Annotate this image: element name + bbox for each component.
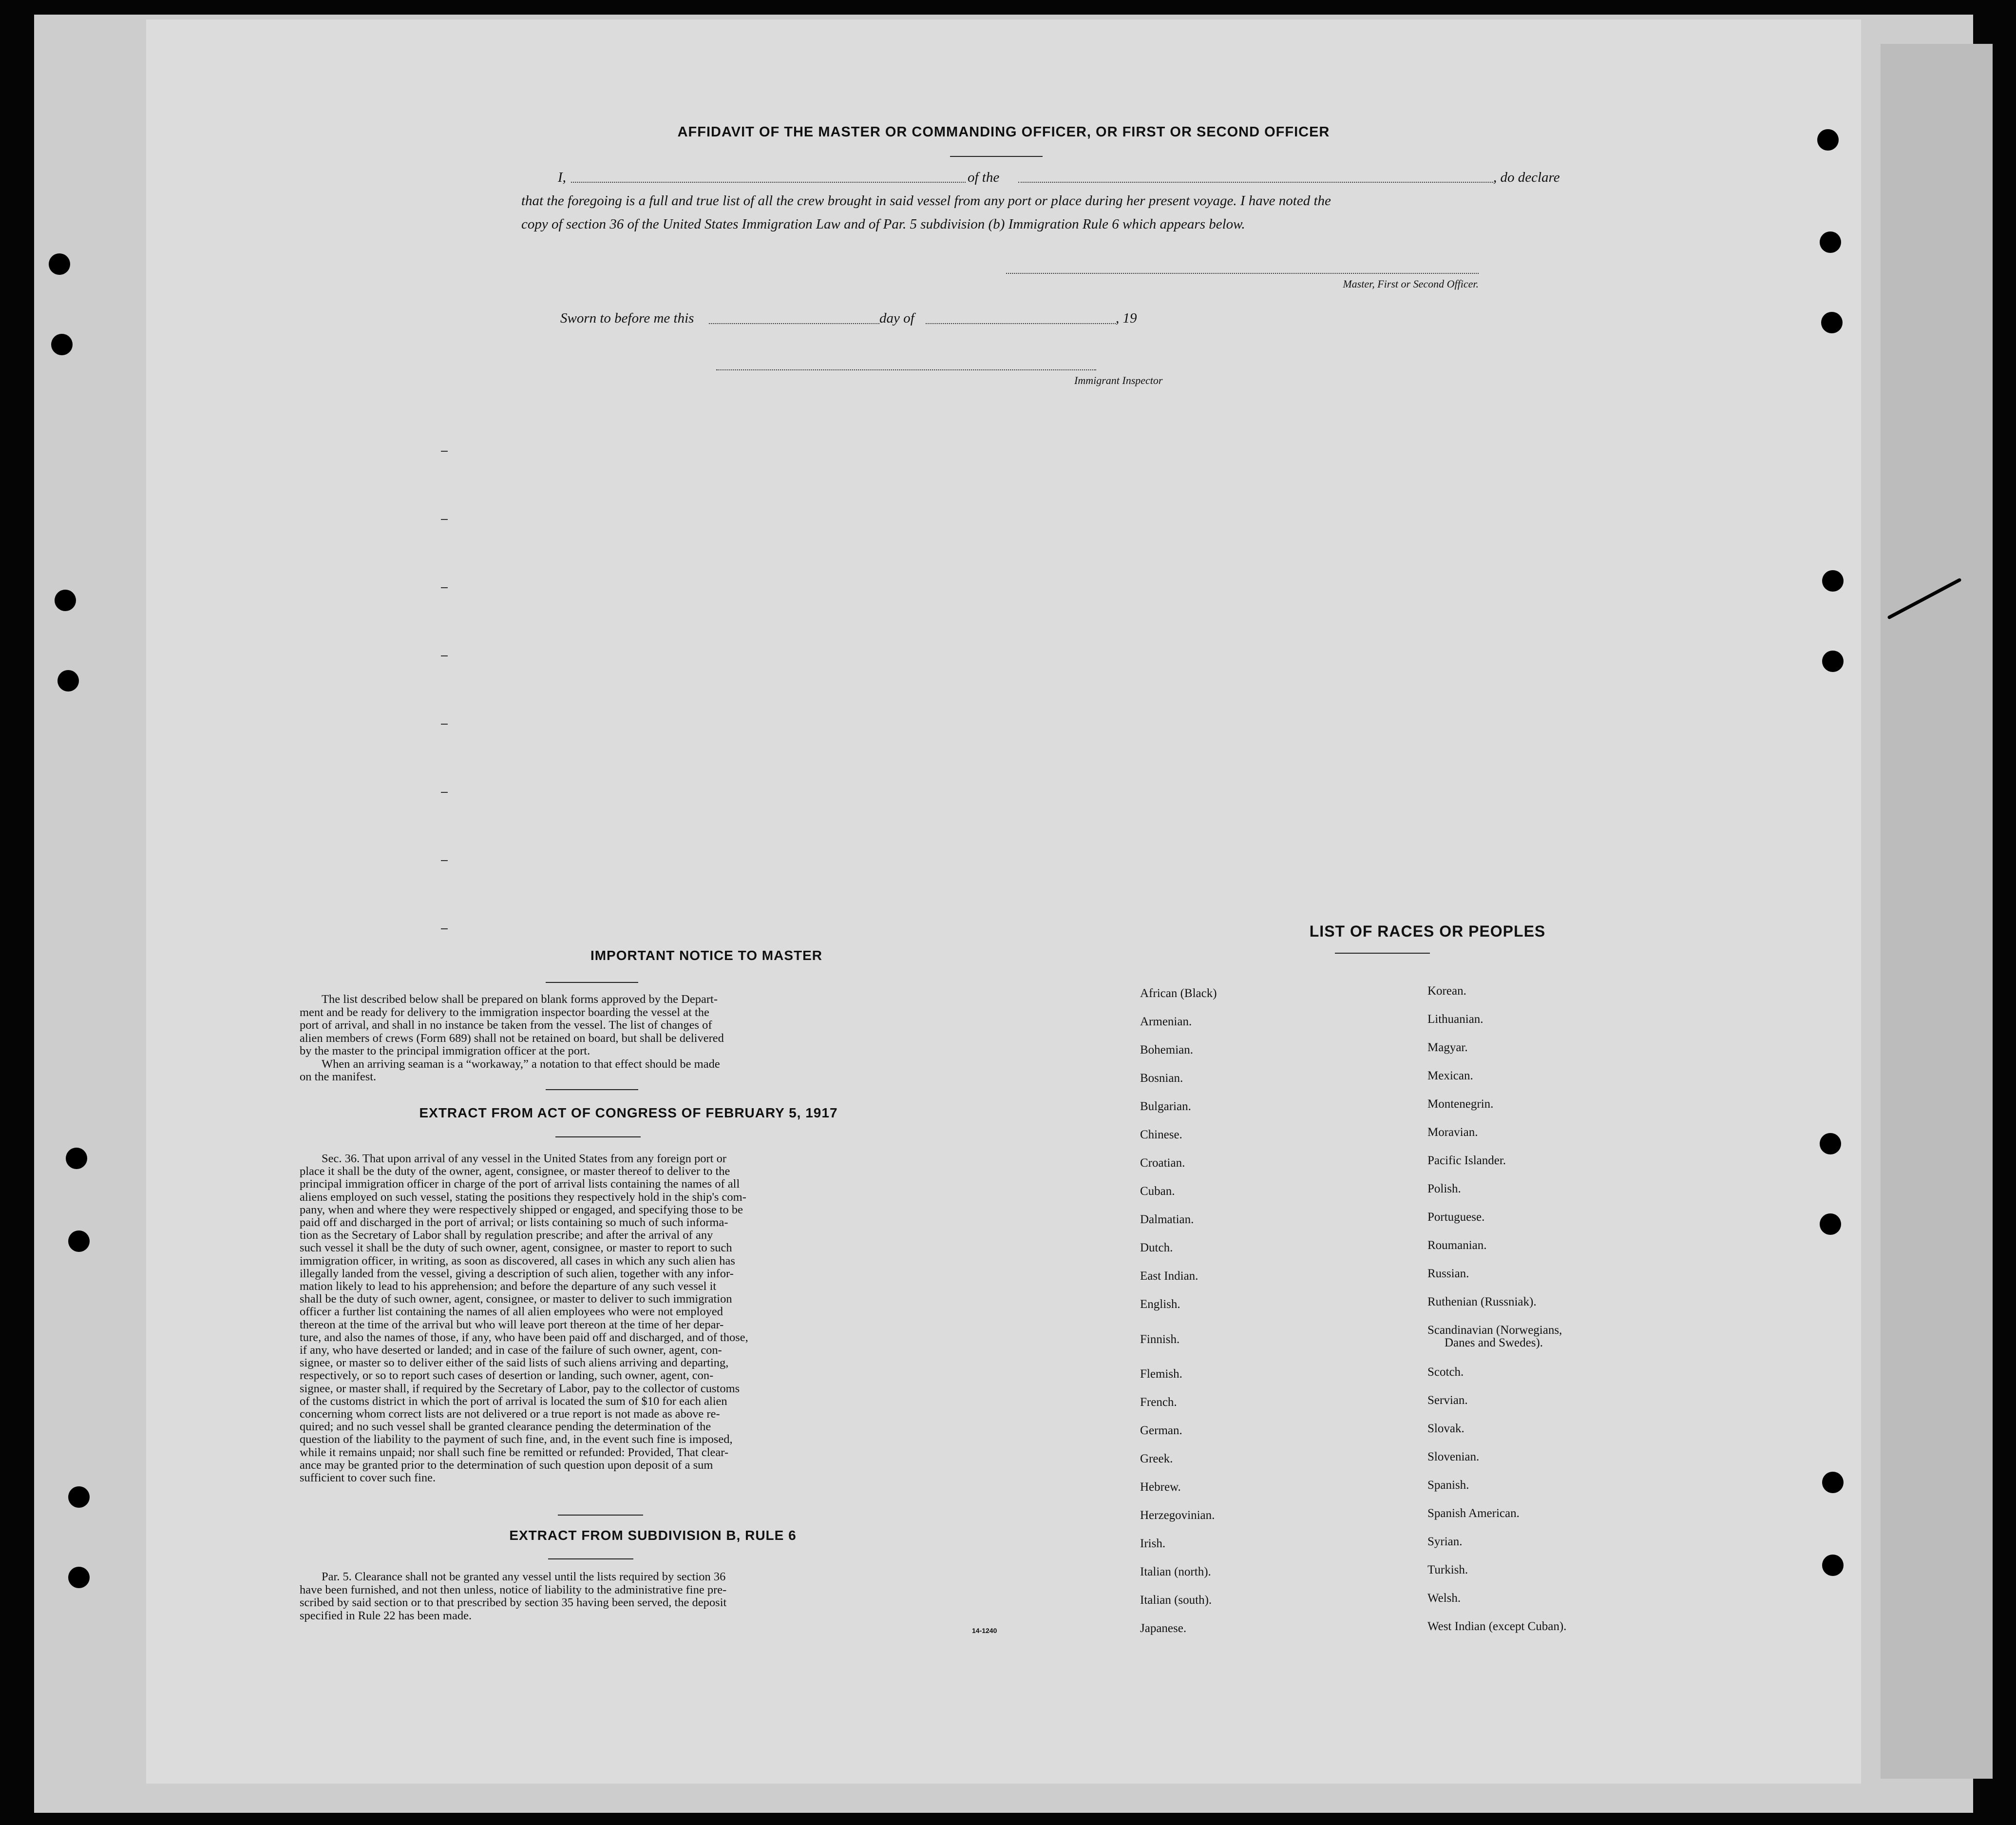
race-item: Finnish. — [1140, 1333, 1180, 1346]
rule-text: Par. 5. Clearance shall not be granted any vessel until the lists required by section 36 have been furnished, and not then unless, notice of liability to the administrative fine pre- scribed by said section or to that prescribed by section 35 having been served, the deposit specified in Rule 22 has been made. — [300, 1570, 727, 1622]
races-title: LIST OF RACES OR PEOPLES — [1309, 922, 1546, 940]
binder-hole — [68, 1230, 90, 1252]
name-blank — [571, 182, 966, 183]
race-item: Moravian. — [1427, 1126, 1478, 1139]
sworn-date-blank — [709, 323, 879, 324]
binder-hole — [57, 670, 79, 692]
inspector-signature-blank — [716, 369, 1096, 370]
binder-hole — [55, 590, 76, 611]
manifest-page — [146, 19, 1861, 1784]
affidavit-title: AFFIDAVIT OF THE MASTER OR COMMANDING OFFICER, OR FIRST OR SECOND OFFICER — [677, 124, 1330, 140]
race-item: Herzegovinian. — [1140, 1509, 1215, 1522]
master-caption: Master, First or Second Officer. — [1343, 278, 1479, 290]
race-item: Mexican. — [1427, 1069, 1473, 1082]
race-item: Welsh. — [1427, 1592, 1461, 1605]
race-item: French. — [1140, 1396, 1177, 1409]
race-item: Bosnian. — [1140, 1072, 1183, 1085]
race-item: Italian (south). — [1140, 1594, 1212, 1607]
race-item: East Indian. — [1140, 1269, 1198, 1283]
binder-hole — [1822, 1555, 1844, 1576]
margin-tick — [441, 655, 448, 656]
race-item: Pacific Islander. — [1427, 1154, 1506, 1167]
affidavit-declare-label: , do declare — [1493, 170, 1560, 185]
act-end-rule — [558, 1515, 643, 1516]
margin-tick — [441, 451, 448, 452]
race-item: Greek. — [1140, 1452, 1173, 1465]
binder-hole — [51, 334, 73, 355]
race-item: Lithuanian. — [1427, 1013, 1483, 1026]
rule-title: EXTRACT FROM SUBDIVISION B, RULE 6 — [509, 1528, 797, 1543]
notice-end-rule — [546, 1089, 638, 1090]
margin-tick — [441, 587, 448, 588]
binder-hole — [1820, 231, 1841, 253]
race-item: Turkish. — [1427, 1563, 1468, 1576]
notice-text: The list described below shall be prepared on blank forms approved by the Depart- ment and be ready for delivery to the immigration inspector boarding the vessel at the port of arrival, and shall in no instance be taken from the vessel. The list of changes of alien members of crews (Form 689) shall not be retained on board, but shall be delivered by the master to the principal immigration officer at the port. When an arriving seaman is a “workaway,” a notation to that effect should be made on the manifest. — [300, 993, 724, 1083]
race-item: African (Black) — [1140, 987, 1217, 1000]
binder-hole — [68, 1567, 90, 1588]
race-item: Korean. — [1427, 984, 1466, 998]
notice-title: IMPORTANT NOTICE TO MASTER — [590, 948, 823, 963]
vessel-blank — [1018, 182, 1493, 183]
race-item: Hebrew. — [1140, 1480, 1181, 1494]
race-item: Servian. — [1427, 1394, 1468, 1407]
sworn-prefix: Sworn to before me this — [560, 310, 694, 326]
race-item: Irish. — [1140, 1537, 1166, 1550]
race-item: Bulgarian. — [1140, 1100, 1191, 1113]
margin-tick — [441, 928, 448, 929]
binder-hole — [1820, 1213, 1841, 1235]
rule-rule — [548, 1558, 633, 1559]
master-signature-blank — [1006, 273, 1479, 274]
race-item: West Indian (except Cuban). — [1427, 1620, 1567, 1633]
binder-hole — [66, 1148, 87, 1169]
race-item: Ruthenian (Russniak). — [1427, 1295, 1537, 1308]
race-item: Japanese. — [1140, 1622, 1187, 1635]
race-item: Italian (north). — [1140, 1565, 1211, 1578]
race-item: Cuban. — [1140, 1185, 1175, 1198]
affidavit-line-2: that the foregoing is a full and true list of all the crew brought in said vessel from any port or place during her present voyage. I have noted the — [521, 193, 1331, 209]
race-item: Magyar. — [1427, 1041, 1468, 1054]
sworn-year-label: , 19 — [1116, 310, 1137, 326]
title-rule — [950, 156, 1043, 157]
act-title: EXTRACT FROM ACT OF CONGRESS OF FEBRUARY 5, 1917 — [419, 1105, 838, 1120]
race-item: Flemish. — [1140, 1367, 1182, 1381]
race-item: Roumanian. — [1427, 1239, 1487, 1252]
race-item: English. — [1140, 1298, 1180, 1311]
race-item: Spanish American. — [1427, 1507, 1520, 1520]
binder-hole — [1817, 129, 1839, 151]
binder-hole — [1822, 570, 1844, 592]
affidavit-of-label: of the — [968, 170, 1000, 185]
race-item: Dutch. — [1140, 1241, 1173, 1254]
margin-tick — [441, 792, 448, 793]
inspector-caption: Immigrant Inspector — [1074, 374, 1163, 386]
race-item: Armenian. — [1140, 1015, 1192, 1028]
race-item: Chinese. — [1140, 1128, 1182, 1141]
race-item: Spanish. — [1427, 1479, 1469, 1492]
race-item: Russian. — [1427, 1267, 1469, 1280]
binder-hole — [1822, 1472, 1844, 1493]
binder-hole — [1820, 1133, 1841, 1154]
race-item: Dalmatian. — [1140, 1213, 1194, 1226]
sworn-day-label: day of — [879, 310, 914, 326]
races-rule — [1335, 953, 1430, 954]
act-rule — [555, 1136, 641, 1137]
margin-tick — [441, 519, 448, 520]
sworn-month-blank — [926, 323, 1116, 324]
race-item: Slovak. — [1427, 1422, 1464, 1435]
affidavit-i-label: I, — [558, 170, 566, 185]
binder-hole — [1821, 312, 1843, 333]
race-item: Scandinavian (Norwegians, — [1427, 1324, 1562, 1337]
race-item: German. — [1140, 1424, 1182, 1437]
binder-hole — [49, 253, 70, 275]
race-item: Bohemian. — [1140, 1043, 1194, 1057]
affidavit-line-3: copy of section 36 of the United States Immigration Law and of Par. 5 subdivision (b) Immigration Rule 6 which appears below. — [521, 216, 1245, 232]
race-item: Portuguese. — [1427, 1210, 1485, 1224]
act-text: Sec. 36. That upon arrival of any vessel in the United States from any foreign port or place it shall be the duty of the owner, agent, consignee, or master thereof to deliver to the principal immigration officer in charge of the port of arrival lists containing the names of all aliens employed on such vessel, stating the positions they respectively hold in the ship's com- pany, when and where they were respectively shipped or engaged, and specifying those to be paid off and discharged in the port of arrival; or lists containing so much of such informa- tion as the Secretary of Labor shall by regulation prescribe; and after the arrival of any such vessel it shall be the duty of such owner, agent, consignee, or master to report to such immigration officer, in writing, as soon as discovered, all cases in which any such alien has illegally landed from the vessel, giving a description of such alien, together with any infor- mation likely to lead to his apprehension; and before the departure of any such vessel it shall be the duty of such owner, agent, consignee, or master to deliver to such immigration officer a further list containing the names of all alien employees who were not employed thereon at the time of the arrival but who will leave port thereon at the time of her depar- ture, and also the names of those, if any, who have been paid off and discharged, and of those, if any, who have deserted or landed; and in case of the failure of such owner, agent, con- signee, or master so to deliver either of the said lists of such aliens arriving and departing, respectively, or so to report such cases of desertion or landing, such owner, agent, con- signee, or master shall, if required by the Secretary of Labor, pay to the collector of customs of the customs district in which the port of arrival is located the sum of $10 for each alien concerning whom correct lists are not delivered or a true report is not made as above re- quired; and no such vessel shall be granted clearance pending the determination of the question of the liability to the payment of such fine, and, in the event such fine is imposed, while it remains unpaid; nor shall such fine be remitted or refunded: Provided, That clear- ance may be granted prior to the determination of such question upon deposit of a sum sufficient to cover such fine. — [300, 1152, 748, 1485]
race-item: Croatian. — [1140, 1156, 1185, 1170]
notice-rule — [546, 982, 638, 983]
form-number: 14-1240 — [972, 1627, 997, 1634]
binder-hole — [68, 1486, 90, 1508]
race-item: Slovenian. — [1427, 1450, 1480, 1463]
margin-tick — [441, 724, 448, 725]
race-item: Scotch. — [1427, 1365, 1464, 1379]
underlying-page-edge — [1881, 44, 1993, 1779]
binder-hole — [1822, 651, 1844, 672]
race-item: Danes and Swedes). — [1445, 1336, 1543, 1349]
race-item: Montenegrin. — [1427, 1097, 1494, 1111]
margin-tick — [441, 860, 448, 861]
race-item: Polish. — [1427, 1182, 1461, 1195]
race-item: Syrian. — [1427, 1535, 1463, 1548]
